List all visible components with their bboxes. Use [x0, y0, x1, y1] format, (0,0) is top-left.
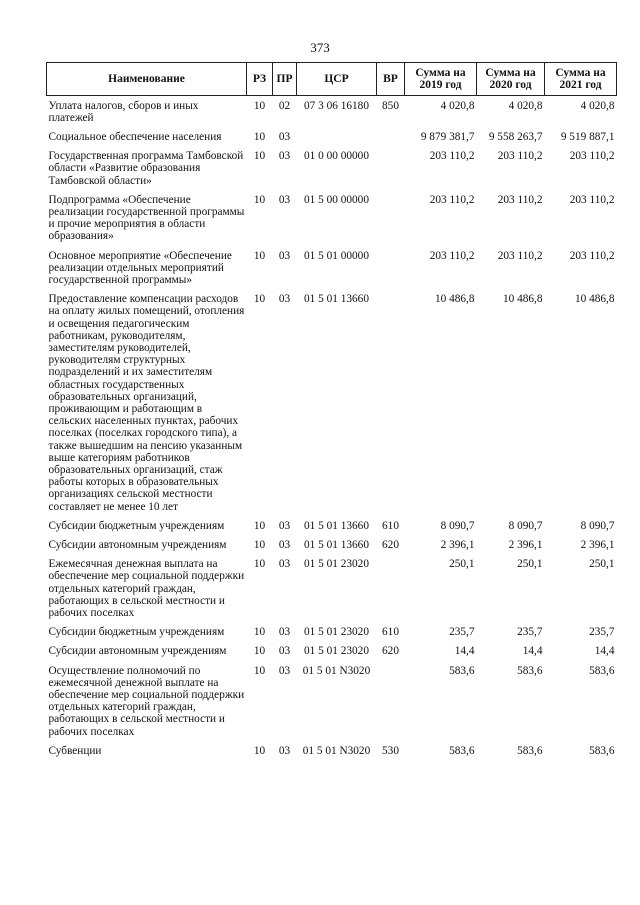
- cell-sum-2019: 2 396,1: [440, 539, 475, 551]
- cell-sum-2020: 250,1: [517, 558, 543, 571]
- cell-sum-2021: 583,6: [589, 664, 615, 677]
- cell-sum-2021: 203 110,2: [569, 193, 615, 206]
- cell-pr: 03: [278, 150, 291, 163]
- header-pr: ПР: [273, 63, 297, 96]
- cell-pr: 03: [278, 519, 291, 532]
- cell-pr: 03: [278, 130, 291, 143]
- cell-csr: 01 0 00 00000: [304, 150, 369, 163]
- cell-sum-2020: 203 110,2: [497, 150, 543, 163]
- cell-vr: [377, 150, 405, 194]
- cell-rz: 10: [253, 150, 266, 163]
- cell-pr: 02: [278, 99, 291, 112]
- cell-vr: 620: [382, 539, 399, 551]
- cell-pr: 03: [278, 744, 291, 757]
- cell-csr: 01 5 01 23020: [304, 558, 369, 571]
- cell-rz: 10: [253, 519, 266, 532]
- cell-csr: 01 5 01 23020: [304, 645, 369, 658]
- cell-csr: 01 5 01 13660: [304, 519, 369, 532]
- cell-sum-2021: 10 486,8: [574, 293, 615, 306]
- cell-csr: 01 5 01 23020: [304, 626, 369, 639]
- budget-table: [46, 62, 617, 764]
- cell-rz: 10: [253, 99, 266, 112]
- cell-vr: [377, 250, 405, 294]
- header-sum-2020: Сумма на 2020 год: [477, 63, 545, 96]
- cell-sum-2019: 203 110,2: [429, 193, 475, 206]
- header-sum-2021: Сумма на 2021 год: [545, 63, 617, 96]
- cell-rz: 10: [253, 664, 266, 677]
- table-row: [47, 250, 617, 294]
- cell-sum-2021: 203 110,2: [569, 150, 615, 163]
- cell-sum-2019: 583,6: [449, 664, 475, 677]
- cell-sum-2020: 8 090,7: [508, 519, 543, 532]
- header-name: Наименование: [47, 63, 247, 96]
- cell-sum-2019: 250,1: [449, 558, 475, 571]
- cell-sum-2021: 203 110,2: [569, 249, 615, 262]
- cell-csr: 01 5 01 13660: [304, 539, 369, 551]
- table-row: [47, 150, 617, 194]
- cell-name: Субсидии бюджетным учреждениям: [48, 519, 225, 532]
- cell-pr: 03: [278, 193, 291, 206]
- cell-name: Предоставление компенсации расходов на оплату жилых помещений, отопления и освещения педагогическим работникам, руководителям, заместителям руководителей, руководителям структурных подразделений и их заместителям областных государственных образовательных организаций, проживающим и работающим в сельских населенных пунктах, рабочих поселках (поселках городского типа), а также вышедшим на пенсию указанным выше категориям работников образовательных организаций, стаж работы которых в образовательных организациях сельской местности составляет не менее 10 лет: [48, 293, 245, 513]
- header-rz: РЗ: [247, 63, 273, 96]
- cell-vr: [377, 558, 405, 626]
- cell-csr: [297, 131, 377, 150]
- cell-sum-2020: 4 020,8: [508, 99, 543, 112]
- cell-sum-2020: 203 110,2: [497, 193, 543, 206]
- cell-rz: 10: [253, 645, 266, 658]
- cell-rz: 10: [253, 130, 266, 143]
- cell-sum-2019: 4 020,8: [440, 99, 475, 112]
- cell-csr: 01 5 01 00000: [304, 249, 369, 262]
- cell-name: Субсидии бюджетным учреждениям: [48, 626, 225, 639]
- cell-vr: [377, 194, 405, 250]
- table-row: [47, 194, 617, 250]
- table-row: [47, 665, 617, 745]
- cell-sum-2021: 250,1: [589, 558, 615, 571]
- cell-pr: 03: [278, 664, 291, 677]
- header-sum-2019: Сумма на 2019 год: [405, 63, 477, 96]
- table-row: [47, 626, 617, 645]
- cell-rz: 10: [253, 539, 266, 551]
- table-row: [47, 539, 617, 558]
- cell-vr: 530: [382, 744, 399, 757]
- cell-name: Ежемесячная денежная выплата на обеспечение мер социальной поддержки отдельных категорий граждан, работающих в сельской местности и рабочих поселках: [48, 558, 245, 620]
- table-row: [47, 293, 617, 520]
- cell-csr: 01 5 01 N3020: [302, 664, 371, 677]
- cell-vr: [377, 293, 405, 520]
- cell-sum-2021: 2 396,1: [580, 539, 615, 551]
- cell-sum-2021: 235,7: [589, 626, 615, 639]
- cell-sum-2020: 10 486,8: [502, 293, 543, 306]
- cell-sum-2019: 9 879 381,7: [420, 130, 475, 143]
- cell-sum-2020: 2 396,1: [508, 539, 543, 551]
- cell-pr: 03: [278, 293, 291, 306]
- cell-vr: [377, 665, 405, 745]
- cell-sum-2020: 14,4: [522, 645, 543, 658]
- cell-name: Подпрограмма «Обеспечение реализации государственной программы и прочие мероприятия в области образования»: [48, 193, 245, 243]
- table-row: [47, 131, 617, 150]
- cell-sum-2020: 583,6: [517, 664, 543, 677]
- cell-sum-2021: 583,6: [589, 744, 615, 757]
- cell-vr: [377, 131, 405, 150]
- cell-pr: 03: [278, 645, 291, 658]
- cell-pr: 03: [278, 626, 291, 639]
- cell-csr: 01 5 01 13660: [304, 293, 369, 306]
- cell-rz: 10: [253, 193, 266, 206]
- cell-sum-2021: 9 519 887,1: [560, 130, 615, 143]
- cell-sum-2019: 235,7: [449, 626, 475, 639]
- cell-rz: 10: [253, 744, 266, 757]
- cell-name: Осуществление полномочий по ежемесячной денежной выплате на обеспечение мер социальной поддержки отдельных категорий граждан, работающих в сельской местности и рабочих поселках: [48, 664, 245, 738]
- cell-rz: 10: [253, 293, 266, 306]
- cell-sum-2020: 583,6: [517, 744, 543, 757]
- cell-csr: 01 5 01 N3020: [302, 744, 371, 757]
- table-row: [47, 558, 617, 626]
- table-header: [47, 63, 617, 96]
- cell-sum-2021: 4 020,8: [580, 99, 615, 112]
- cell-sum-2019: 203 110,2: [429, 150, 475, 163]
- table-row: [47, 520, 617, 539]
- cell-rz: 10: [253, 558, 266, 571]
- cell-sum-2020: 203 110,2: [497, 249, 543, 262]
- cell-name: Субсидии автономным учреждениям: [48, 539, 227, 551]
- cell-sum-2020: 9 558 263,7: [488, 130, 543, 143]
- cell-name: Государственная программа Тамбовской области «Развитие образования Тамбовской области»: [48, 150, 244, 187]
- cell-rz: 10: [253, 626, 266, 639]
- cell-vr: 620: [382, 645, 399, 658]
- cell-sum-2019: 203 110,2: [429, 249, 475, 262]
- cell-pr: 03: [278, 558, 291, 571]
- cell-vr: 610: [382, 519, 399, 532]
- cell-name: Уплата налогов, сборов и иных платежей: [48, 99, 199, 124]
- header-vr: ВР: [377, 63, 405, 96]
- cell-rz: 10: [253, 249, 266, 262]
- cell-sum-2019: 14,4: [454, 645, 475, 658]
- cell-sum-2021: 14,4: [594, 645, 615, 658]
- cell-sum-2019: 583,6: [449, 744, 475, 757]
- cell-sum-2019: 10 486,8: [434, 293, 475, 306]
- table-row: [47, 745, 617, 764]
- table-row: [47, 100, 617, 131]
- page-number: 373: [310, 40, 330, 55]
- cell-vr: 850: [382, 99, 399, 112]
- cell-sum-2021: 8 090,7: [580, 519, 615, 532]
- cell-sum-2019: 8 090,7: [440, 519, 475, 532]
- cell-name: Социальное обеспечение населения: [48, 130, 222, 143]
- cell-name: Основное мероприятие «Обеспечение реализации отдельных мероприятий государственной программы»: [48, 249, 232, 286]
- cell-csr: 01 5 00 00000: [304, 193, 369, 206]
- cell-name: Субсидии автономным учреждениям: [48, 645, 227, 658]
- header-csr: ЦСР: [297, 63, 377, 96]
- table-body: [47, 96, 617, 765]
- cell-pr: 03: [278, 249, 291, 262]
- cell-pr: 03: [278, 539, 291, 551]
- cell-name: Субвенции: [48, 744, 102, 757]
- cell-csr: 07 3 06 16180: [304, 99, 369, 112]
- cell-vr: 610: [382, 626, 399, 639]
- table-row: [47, 645, 617, 664]
- cell-sum-2020: 235,7: [517, 626, 543, 639]
